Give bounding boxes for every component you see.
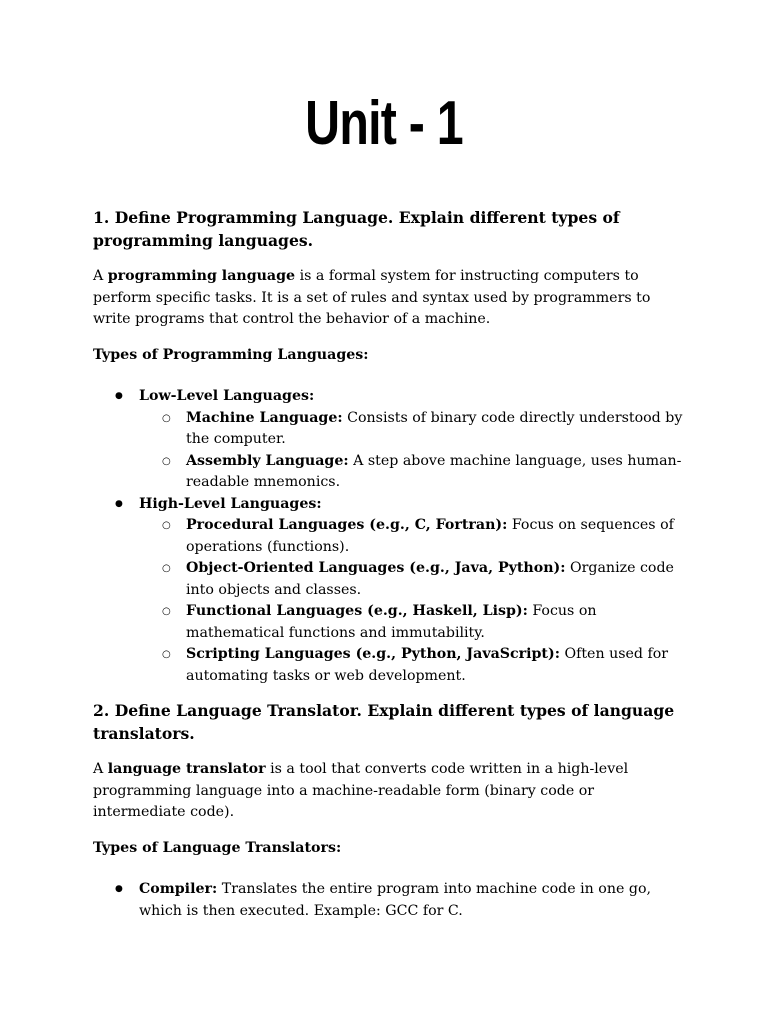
group-label: Low-Level Languages: [139, 388, 315, 404]
list-item: ○ Machine Language: Consists of binary code directly understood by the computer. [139, 408, 683, 451]
question-1-heading: 1. Define Programming Language. Explain different types of programming languages. [93, 208, 620, 250]
page-title: Unit - 1 [305, 89, 463, 158]
intro-prefix: A [93, 268, 108, 284]
document-body [93, 206, 683, 930]
list-item: ○ Assembly Language: A step above machine language, uses human-readable mnemonics. [139, 451, 683, 494]
question-2-heading: 2. Define Language Translator. Explain different types of language translators. [93, 701, 675, 743]
list-item: ○ Procedural Languages (e.g., C, Fortran): Focus on sequences of operations (functions). [139, 515, 683, 558]
question-1-intro [93, 266, 683, 331]
list-item [93, 386, 683, 494]
sub-list [139, 515, 683, 687]
list-item: ○ Object-Oriented Languages (e.g., Java, Python): Organize code into objects and classes. [139, 558, 683, 601]
question-2-intro: A language translator is a tool that converts code written in a high-level programming language into a machine-readable form (binary code or intermediate code). [93, 761, 629, 820]
list-item: ○ Scripting Languages (e.g., Python, JavaScript): Often used for automating tasks or web development. [139, 644, 683, 687]
list-item: ● Compiler: Translates the entire program into machine code in one go, which is then executed. Example: GCC for C. [93, 879, 683, 922]
translator-types-list [93, 879, 683, 922]
intro-term: programming language [107, 268, 296, 284]
sub-list [139, 408, 683, 494]
list-item: ○ Functional Languages (e.g., Haskell, Lisp): Focus on mathematical functions and immutability. [139, 601, 683, 644]
types-heading: Types of Language Translators: [93, 839, 342, 856]
types-heading: Types of Programming Languages: [93, 346, 369, 363]
group-label: High-Level Languages: [139, 495, 322, 512]
intro-text: is a formal system for instructing computers to perform specific tasks. It is a set of rules and syntax used by programmers to write programs that control the behavior of a machine. [93, 268, 651, 327]
intro-term: language translator [107, 761, 266, 777]
language-types-list [93, 386, 683, 687]
list-item [93, 494, 683, 688]
